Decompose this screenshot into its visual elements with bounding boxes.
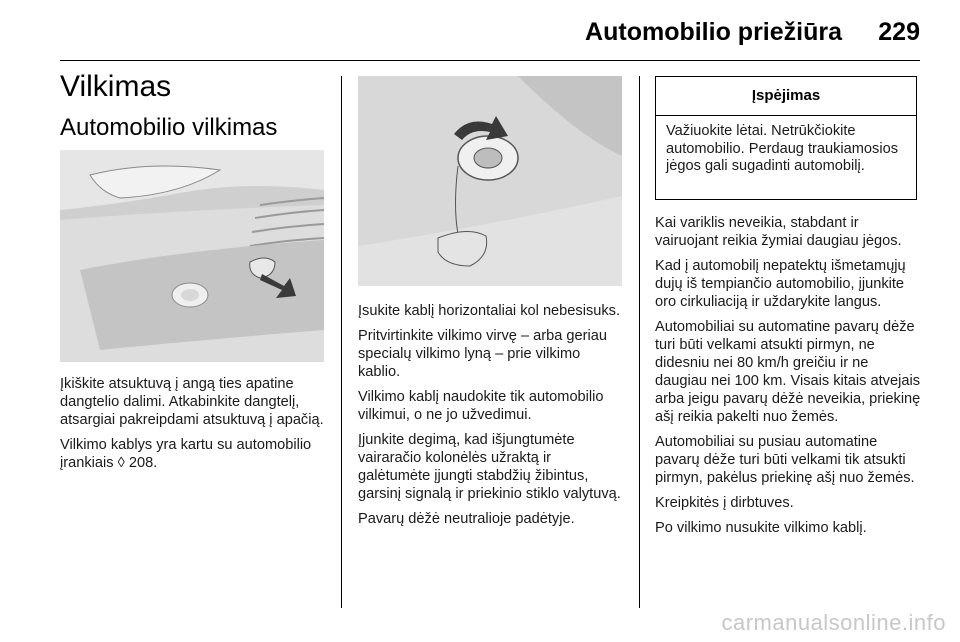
paragraph: Kreipkitės į dirbtuves.: [655, 495, 794, 511]
paragraph: Automobiliai su pusiau automatine pavarų dėže turi būti velkami tik atsukti pirmyn, pakėlus priekinę ašį nuo žemės.: [655, 434, 915, 486]
paragraph: Kai variklis neveikia, stabdant ir vairuojant reikia žymiai daugiau jėgos.: [655, 215, 902, 249]
subsection-title: Automobilio vilkimas: [60, 114, 278, 141]
bumper-figure: [60, 150, 324, 362]
column-divider-2: [639, 76, 640, 608]
column-divider-1: [341, 76, 342, 608]
page-header: [60, 12, 920, 56]
paragraph: Automobiliai su automatine pavarų dėže turi būti velkami atsukti pirmyn, ne didesniu nei 80 km/h greičiu ir ne daugiau nei 100 km. Visais kitais atvejais arba jeigu pavarų dėžė neveikia, priekinę ašį reikia pakelti nuo žemės.: [655, 319, 921, 425]
paragraph: Vilkimo kablį naudokite tik automobilio vilkimui, o ne jo užvedimui.: [358, 389, 604, 423]
paragraph: Įkiškite atsuktuvą į angą ties apatine dangtelio dalimi. Atkabinkite dangtelį, atsargiai pakreipdami atsuktuvą į apačią.: [60, 376, 324, 428]
paragraph: Kad į automobilį nepatektų išmetamųjų dujų iš tempiančio automobilio, įjunkite oro cirkuliaciją ir uždarykite langus.: [655, 258, 906, 310]
paragraph: Po vilkimo nusukite vilkimo kablį.: [655, 520, 867, 536]
paragraph: Vilkimo kablys yra kartu su automobilio įrankiais ◊ 208.: [60, 437, 312, 471]
paragraph: Pritvirtinkite vilkimo virvę – arba geriau specialų vilkimo lyną – prie vilkimo kablio.: [358, 328, 607, 380]
text-column-2: [358, 302, 626, 535]
text-column-1: [60, 375, 328, 479]
text-column-3: [655, 214, 923, 544]
warning-body: Važiuokite lėtai. Netrūkčiokite automobilio. Perdaug traukiamosios jėgos gali sugadinti automobilį.: [666, 123, 899, 174]
towing-hook-illustration-icon: [358, 76, 622, 286]
paragraph: Pavarų dėžė neutralioje padėtyje.: [358, 511, 575, 527]
section-title: Vilkimas: [60, 70, 172, 103]
car-front-bumper-illustration-icon: [60, 150, 324, 362]
hook-figure: [358, 76, 622, 286]
page-number: 229: [878, 18, 920, 46]
paragraph: Įjunkite degimą, kad išjungtumėte vairaračio kolonėlės užraktą ir galėtumėte įjungti stabdžių žibintus, garsinį signalą ir priekinio stiklo valytuvą.: [358, 432, 621, 502]
running-header-title: Automobilio priežiūra: [585, 18, 842, 46]
warning-box: [655, 76, 917, 200]
header-divider: [60, 60, 920, 61]
paragraph: Įsukite kablį horizontaliai kol nebesisuks.: [358, 303, 621, 319]
warning-title: Įspėjimas: [656, 77, 916, 116]
watermark: carmanualsonline.info: [721, 610, 946, 635]
